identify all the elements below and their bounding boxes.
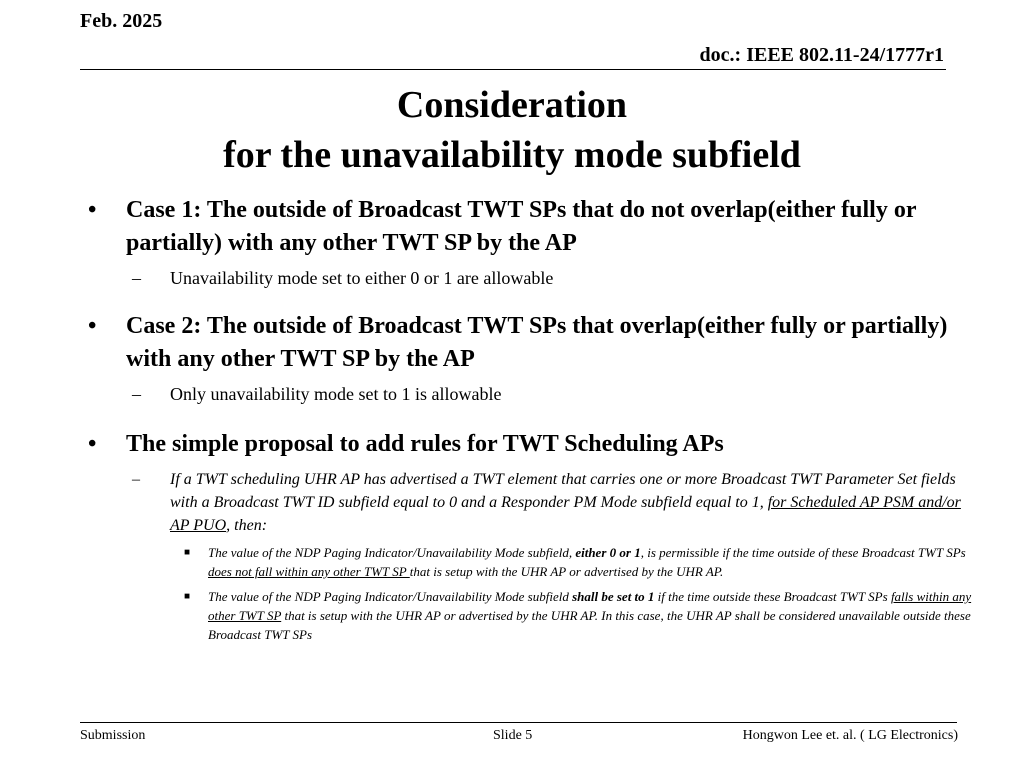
bullet-case-1-text: Case 1: The outside of Broadcast TWT SPs that do not overlap(either fully or partially) with any other TWT SP by the AP	[126, 197, 917, 256]
slide-title-line-1: Consideration	[396, 84, 628, 126]
slide-body	[88, 194, 983, 644]
sub-bullet-proposal-text-b: , then:	[226, 517, 268, 534]
dash-icon: –	[132, 384, 141, 404]
sub-bullet-case-1-text: Unavailability mode set to either 0 or 1 are allowable	[170, 268, 554, 288]
bullet-icon: •	[88, 313, 97, 339]
header-doc-id: doc.: IEEE 802.11-24/1777r1	[699, 44, 944, 66]
sub-bullet-case-2-text: Only unavailability mode set to 1 is allowable	[170, 384, 502, 404]
footer-author: Hongwon Lee et. al. ( LG Electronics)	[742, 728, 958, 743]
footer-divider	[80, 722, 957, 723]
rule-1-text-b: , is permissible if the time outside of these Broadcast TWT SPs	[640, 545, 966, 560]
bullet-case-2-text: Case 2: The outside of Broadcast TWT SPs that overlap(either fully or partially) with any other TWT SP by the AP	[126, 313, 948, 372]
rule-item-2	[88, 587, 983, 644]
rule-2-text-b: if the time outside these Broadcast TWT SPs	[654, 589, 891, 604]
rule-1-text-c: that is setup with the UHR AP or advertised by the UHR AP.	[409, 564, 724, 579]
rule-2-text-c: that is setup with the UHR AP or advertised by the UHR AP. In this case, the UHR AP shall be considered unavailable outside these Broadcast TWT SPs	[208, 608, 971, 642]
dash-icon: –	[132, 471, 140, 488]
rule-2-underlined: falls within any other TWT SP	[208, 589, 972, 623]
bullet-proposal	[88, 428, 983, 461]
sub-bullet-proposal-underlined: for Scheduled AP PSM and/or AP PUO	[170, 494, 961, 534]
sub-bullet-case-1	[88, 266, 983, 290]
header-divider	[80, 69, 946, 70]
dash-icon: –	[132, 268, 141, 288]
square-bullet-icon: ■	[184, 547, 191, 558]
sub-bullet-proposal	[88, 468, 983, 537]
rule-2-bold: shall be set to 1	[572, 589, 655, 604]
bullet-case-1	[88, 194, 983, 260]
bullet-icon: •	[88, 197, 97, 223]
rule-1-bold: either 0 or 1	[575, 545, 641, 560]
slide-title	[0, 80, 1024, 180]
rule-2-text-a: The value of the NDP Paging Indicator/Unavailability Mode subfield	[208, 589, 573, 604]
sub-bullet-proposal-text-a: If a TWT scheduling UHR AP has advertised a TWT element that carries one or more Broadcast TWT Parameter Set fields with a Broadcast TWT ID subfield equal to 0 and a Responder PM Mode subfield equal to 1,	[170, 471, 956, 511]
footer-submission: Submission	[80, 728, 146, 743]
bullet-case-2	[88, 310, 983, 376]
bullet-icon: •	[88, 431, 97, 457]
rule-1-underlined: does not fall within any other TWT SP	[208, 564, 410, 579]
slide-title-line-2: for the unavailability mode subfield	[223, 134, 801, 176]
rule-1-text-a: The value of the NDP Paging Indicator/Unavailability Mode subfield,	[208, 545, 576, 560]
square-bullet-icon: ■	[184, 591, 191, 602]
header-date: Feb. 2025	[80, 10, 163, 32]
footer-slide-number: Slide 5	[493, 728, 533, 743]
sub-bullet-case-2	[88, 382, 983, 406]
bullet-proposal-text: The simple proposal to add rules for TWT Scheduling APs	[126, 431, 724, 457]
rule-item-1	[88, 543, 983, 581]
